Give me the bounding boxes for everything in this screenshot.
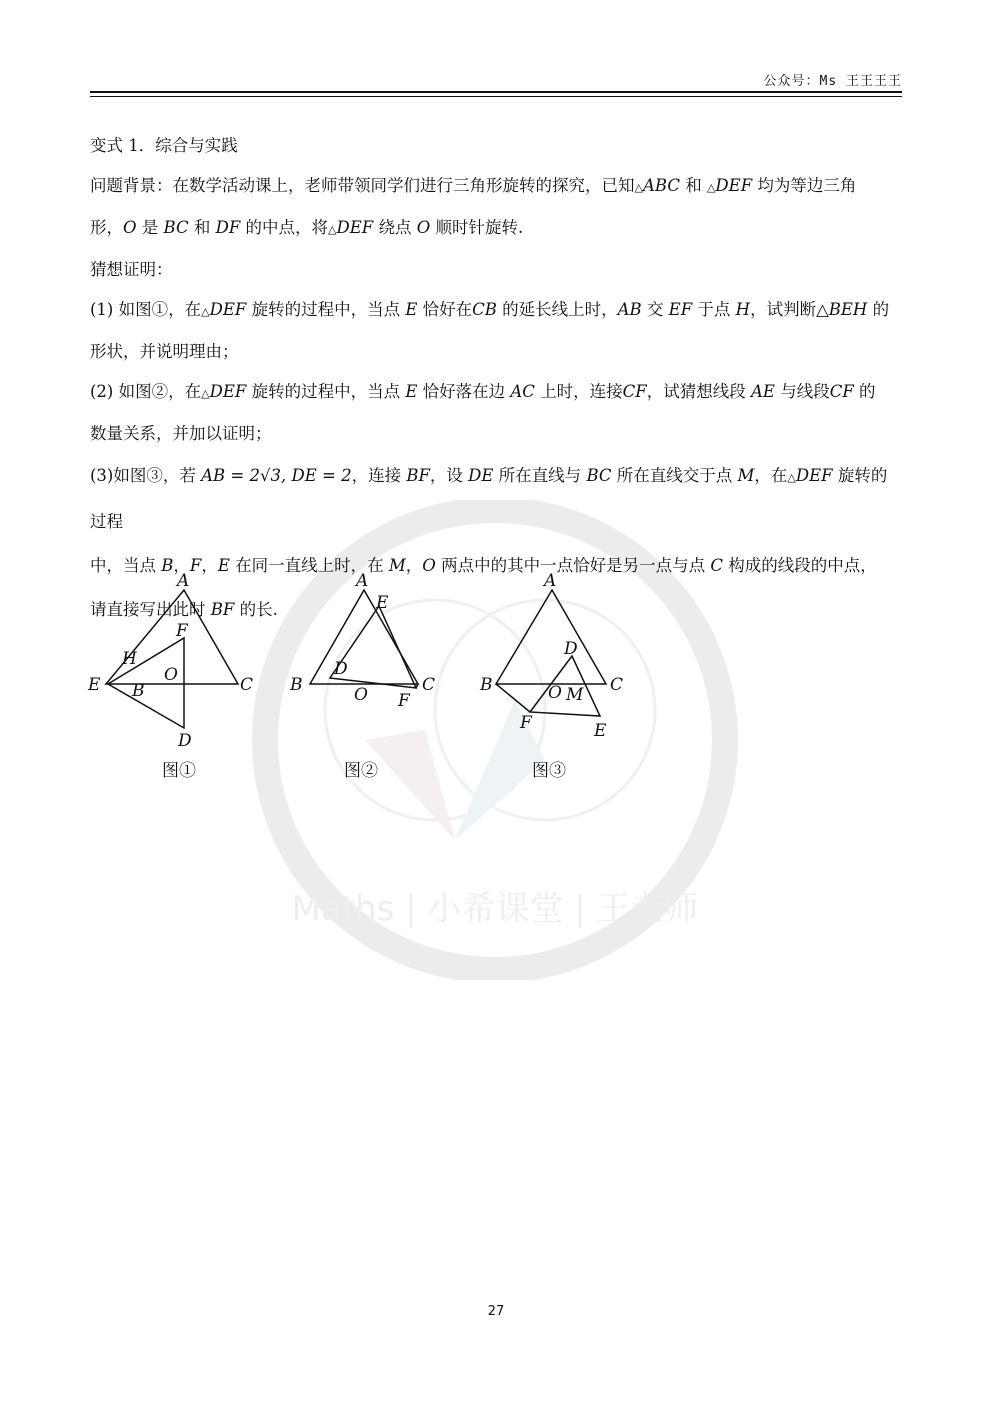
q1-text: 恰好在	[417, 300, 473, 319]
triangle-symbol: △	[328, 223, 337, 236]
q3-text: 中，当点	[90, 556, 162, 575]
q1-text: (1) 如图①，在	[90, 300, 202, 319]
q3-text: ，	[173, 556, 190, 575]
var-cf: CF	[622, 382, 647, 401]
bg-text-6: 和	[188, 218, 216, 237]
var-b: B	[161, 556, 174, 575]
q2-text: 上时，连接	[534, 382, 623, 401]
q3-text: 的长.	[234, 600, 278, 619]
label-o: O	[354, 685, 368, 705]
var-ef: EF	[668, 300, 693, 319]
label-c: C	[240, 675, 254, 695]
label-m: M	[566, 685, 584, 705]
label-e: E	[88, 675, 101, 695]
q2-text: ，试猜想线段	[646, 382, 751, 401]
label-f: F	[520, 713, 532, 733]
var-c: C	[710, 556, 723, 575]
q3-text: 构成的线段的中点，	[722, 556, 877, 575]
bg-text-9: 顺时针旋转.	[430, 218, 524, 237]
label-e: E	[376, 593, 389, 613]
bg-text-1: 在数学活动课上，老师带领同学们进行三角形旋转的探究，已知	[172, 176, 635, 195]
triangle-symbol: △	[706, 181, 716, 194]
label-f: F	[176, 621, 188, 641]
var-m: M	[388, 556, 406, 575]
q2-text: 恰好落在边	[417, 382, 511, 401]
var-o: O	[422, 556, 436, 575]
triangle-symbol: △	[201, 387, 210, 400]
q3-text: ，设	[429, 466, 469, 485]
figure-2	[310, 590, 418, 688]
page-number: 27	[487, 1304, 505, 1319]
var-beh: BEH	[828, 300, 868, 319]
q3-text: ，连接	[351, 466, 407, 485]
bg-text-4: 形，	[90, 218, 123, 237]
tri-def: DEF	[715, 176, 753, 195]
triangle-symbol: △	[787, 471, 796, 484]
bg-text-2: 和	[679, 176, 707, 195]
label-b: B	[480, 675, 493, 695]
var-bc: BC	[163, 218, 189, 237]
bg-label: 问题背景：	[90, 176, 173, 195]
q3-text: (3)如图③，若	[90, 466, 202, 485]
q3-text: ，在	[754, 466, 788, 485]
bg-text-3: 均为等边三角	[752, 176, 857, 195]
label-h: H	[122, 649, 137, 669]
label-o: O	[164, 665, 178, 685]
var-cb: CB	[472, 300, 497, 319]
label-d: D	[334, 659, 348, 679]
var-de: DE	[468, 466, 494, 485]
q2-text: 数量关系，并加以证明；	[90, 424, 272, 443]
var-bf: BF	[210, 600, 235, 619]
var-e: E	[217, 556, 230, 575]
var-f: F	[189, 556, 202, 575]
bg-text-7: 的中点，将	[240, 218, 329, 237]
q2-text: 的	[853, 382, 876, 401]
q1-text: 旋转的过程中，当点	[246, 300, 406, 319]
label-f: F	[398, 691, 410, 711]
q1-text: 的延长线上时，	[496, 300, 618, 319]
q3-text: ，	[405, 556, 423, 575]
label-c: C	[610, 675, 624, 695]
header-rule-thick	[90, 91, 902, 93]
q3-text: 所在直线交于点	[611, 466, 738, 485]
tri-def: DEF	[209, 300, 247, 319]
header-rule-thin	[90, 96, 902, 97]
var-ab: AB	[617, 300, 642, 319]
var-e: E	[405, 300, 418, 319]
var-ac: AC	[510, 382, 535, 401]
figure-1-caption: 图①	[162, 761, 196, 781]
var-ae: AE	[751, 382, 775, 401]
figure-2-caption: 图②	[344, 761, 378, 781]
q3-text: 两点中的其中一点恰好是另一点与点	[435, 556, 711, 575]
var-bf: BF	[406, 466, 430, 485]
label-d: D	[178, 731, 192, 751]
q1-text: 形状，并说明理由；	[90, 342, 239, 361]
label-b: B	[132, 681, 145, 701]
label-d: D	[564, 639, 578, 659]
problem-title: 变式 1．综合与实践	[90, 136, 238, 155]
triangle-abc	[310, 590, 418, 684]
q2-text: (2) 如图②，在	[90, 382, 202, 401]
q2-text: 旋转的过程中，当点	[246, 382, 406, 401]
figure-3-caption: 图③	[532, 761, 566, 781]
label-c: C	[422, 675, 436, 695]
q1-text: 交	[641, 300, 669, 319]
triangle-def	[530, 656, 600, 716]
triangle-symbol: △	[201, 305, 210, 318]
q3-equation: AB = 2√3, DE = 2	[201, 466, 352, 485]
tri-def: DEF	[209, 382, 247, 401]
bg-text-8: 绕点	[373, 218, 417, 237]
background-para	[90, 166, 902, 250]
label-a: A	[177, 571, 190, 591]
var-bc: BC	[586, 466, 612, 485]
bg-text-5: 是	[136, 218, 164, 237]
tri-abc: ABC	[642, 176, 680, 195]
label-e: E	[594, 721, 607, 741]
label-o: O	[548, 683, 562, 703]
var-cf: CF	[829, 382, 854, 401]
question-1	[90, 290, 902, 372]
var-o: O	[416, 218, 431, 237]
var-e: E	[405, 382, 418, 401]
q1-text: ，试判断△	[750, 300, 829, 319]
triangle-abc	[496, 590, 606, 684]
var-o: O	[123, 218, 137, 237]
question-2	[90, 372, 902, 454]
problem-text	[90, 126, 902, 632]
figures	[84, 568, 644, 788]
guess-label: 猜想证明：	[90, 260, 173, 279]
label-a: A	[356, 571, 369, 591]
triangle-symbol: △	[634, 181, 643, 194]
tri-def: DEF	[795, 466, 833, 485]
label-a: A	[544, 571, 557, 591]
q1-text: 于点	[692, 300, 736, 319]
segment-bf	[496, 684, 530, 712]
header-account: 公众号：Ms 王王王王	[763, 74, 902, 89]
q3-text: 旋转的过程	[90, 466, 888, 531]
var-h: H	[735, 300, 751, 319]
tri-def: DEF	[336, 218, 374, 237]
page-header	[90, 66, 902, 96]
var-m: M	[737, 466, 755, 485]
q3-text: 请直接写出此时	[90, 600, 211, 619]
q3-text: 在同一直线上时，在	[229, 556, 389, 575]
q3-text: ，	[201, 556, 218, 575]
q1-text: 的	[867, 300, 890, 319]
var-df: DF	[215, 218, 241, 237]
q2-text: 与线段	[774, 382, 830, 401]
watermark-text: Maths | 小希课堂 | 王老师	[291, 889, 699, 929]
q3-text: 所在直线与	[493, 466, 587, 485]
label-b: B	[290, 675, 303, 695]
